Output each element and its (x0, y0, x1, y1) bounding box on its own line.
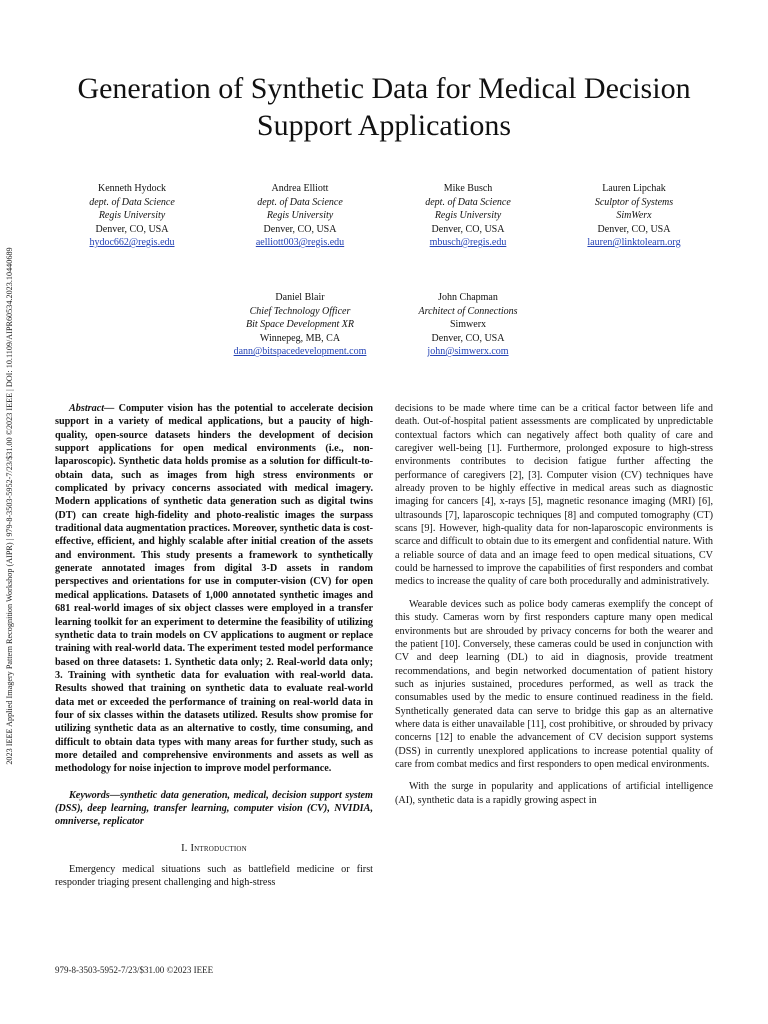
author-location: Denver, CO, USA (95, 223, 169, 235)
keywords: Keywords—synthetic data generation, medical, decision support system (DSS), deep learning, transfer learning, computer vision (CV), NVIDIA, omniverse, replicator (55, 789, 373, 828)
author-location: Denver, CO, USA (263, 223, 337, 235)
author-email-link[interactable]: lauren@linktolearn.org (587, 237, 681, 248)
author-email-link[interactable]: mbusch@regis.edu (429, 237, 507, 248)
author-name: John Chapman (438, 292, 498, 303)
author-location: Denver, CO, USA (431, 223, 505, 235)
author-org: Regis University (434, 210, 502, 221)
author-dept: dept. of Data Science (257, 196, 343, 208)
author-dept: Sculptor of Systems (594, 196, 674, 208)
author-email-link[interactable]: john@simwerx.com (427, 346, 509, 357)
intro-paragraph: Emergency medical situations such as battlefield medicine or first responder triaging present challenging and high-stress (55, 864, 373, 889)
author-location: Winnepeg, MB, CA (259, 332, 341, 344)
author-name: Mike Busch (443, 183, 493, 194)
author-dept: Architect of Connections (418, 305, 518, 317)
body-paragraph: Wearable devices such as police body cameras exemplify the concept of this study. Cameras worn by first responders capture many open medical environments but are shrouded by privacy concerns for both the wearer and the patient [10]. Conversely, these cameras could be used in conjunction with CV and deep learning (DL) to aid in diagnosis, provide treatment recommendations, and begin networked documentation of patient history such as injuries sustained, procedures performed, as well as track the consumables used by the medic to ensure continued readiness in the field. Synthetically generated data can serve to bridge this gap as an alternative where data is either unavailable [11], cost prohibitive, or shrouded by privacy concerns [12] to enable the advancement of CV decision support systems (DSS) in currently unexplored applications to increase potential quality of care from combat medics and first responders to open medical environments. (395, 598, 713, 770)
author-name: Daniel Blair (275, 292, 325, 303)
author-org: Bit Space Development XR (245, 319, 354, 330)
author-email-link[interactable]: hydoc662@regis.edu (89, 237, 175, 248)
body-paragraph: decisions to be made where time can be a critical factor between life and death. Out-of-hospital patient assessments are complicated by unpredictable contextual factors which can negatively affect both quality of care and caregiver well-being [1]. Furthermore, prolonged exposure to high-stress environments contributes to decision fatigue further affecting the performance of caregivers [2], [3]. Computer vision (CV) techniques have already proven to be highly effective in medical areas such as diagnostic imaging for cancers [4], x-rays [5], magnetic resonance imaging (MRI) [6], ultrasounds [7], laparoscopic techniques [8] and computed tomography (CT) scans [9]. However, high-quality data for non-laparoscopic environments is scarce and difficult to obtain due to its emergent and confidential nature. With a reliable source of data and an image feed to open medical situations, CV could be harnessed to improve the capabilities of first responders and combat medics to increase the quality of care both procedurally and administratively. (395, 403, 713, 588)
author-block (383, 291, 553, 359)
body-paragraph: With the surge in popularity and applications of artificial intelligence (AI), synthetic data is a rapidly growing aspect in (395, 781, 713, 806)
author-org: Regis University (266, 210, 334, 221)
left-column (55, 402, 373, 890)
author-org: Simwerx (449, 319, 487, 330)
author-location: Denver, CO, USA (431, 332, 505, 344)
abstract-text: Computer vision has the potential to accelerate decision support in a variety of medical applications, but a paucity of high-quality, open-source datasets hinders the development of decision support applications for open medical environments (i.e., non-laparoscopic). Synthetic data holds promise as a solution for difficult-to-obtain data, such as images from high stress environments or complicated by privacy concerns associated with medical imagery. Modern applications of synthetic data generation such as digital twins (DT) can create high-fidelity and photo-realistic images the surpass traditional data augmentation practices. Moreover, synthetic data is cost-effective, efficient, and highly scalable after initial creation of the assets and environment. This study presents a framework to synthetically generate annotated images from digital 3-D assets in random perspectives and orientations for use in computer-vision (CV) for open medical applications. Datasets of 1,000 annotated synthetic images and 681 real-world images of six object classes were employed in a transfer learning toolkit for an experiment to determine the feasibility of utilizing synthetic data to train models on CV applications to augment or replace training with real-world data. The experiment tested model performance based on three datasets: 1. Synthetic data only; 2. Real-world data only; 3. Training with synthetic data for evaluation with real-world data. Results showed that training on synthetic data to evaluate real-world data met or exceeded the performance of training on real-world data in four of six classes within the datasets utilized. Results show promise for utilizing synthetic data as an alternative to costly, time consuming, and difficult to obtain data types with many areas for further study, such as more detailed and comprehensive environments and assets as well as methodology for noise injection to improve model performance. (55, 403, 373, 775)
author-org: SimWerx (616, 210, 652, 221)
author-email-link[interactable]: aelliott003@regis.edu (255, 237, 345, 248)
author-block (549, 182, 719, 250)
author-location: Denver, CO, USA (597, 223, 671, 235)
section-heading: I. Introduction (181, 842, 247, 854)
abstract (55, 402, 373, 776)
author-block (383, 182, 553, 250)
author-name: Kenneth Hydock (97, 183, 167, 194)
author-name: Lauren Lipchak (602, 183, 666, 194)
right-column (395, 402, 713, 807)
author-dept: dept. of Data Science (425, 196, 511, 208)
author-block (47, 182, 217, 250)
author-dept: Chief Technology Officer (249, 305, 351, 317)
side-note: 2023 IEEE Applied Imagery Pattern Recognition Workshop (AIPR) | 979-8-3503-5952-7/23/$31.00 ©2023 IEEE | DOI: 10.1109/AIPR60534.2023.10440689 (5, 247, 14, 765)
author-org: Regis University (98, 210, 166, 221)
abstract-lead: Abstract— (69, 403, 115, 414)
author-block (215, 291, 385, 359)
author-name: Andrea Elliott (271, 183, 329, 194)
author-block (215, 182, 385, 250)
author-email-link[interactable]: dann@bitspacedevelopment.com (233, 346, 367, 357)
author-dept: dept. of Data Science (89, 196, 175, 208)
footer-copyright: 979-8-3503-5952-7/23/$31.00 ©2023 IEEE (55, 965, 214, 975)
paper-title: Generation of Synthetic Data for Medical Decision Support Applications (77, 72, 691, 142)
